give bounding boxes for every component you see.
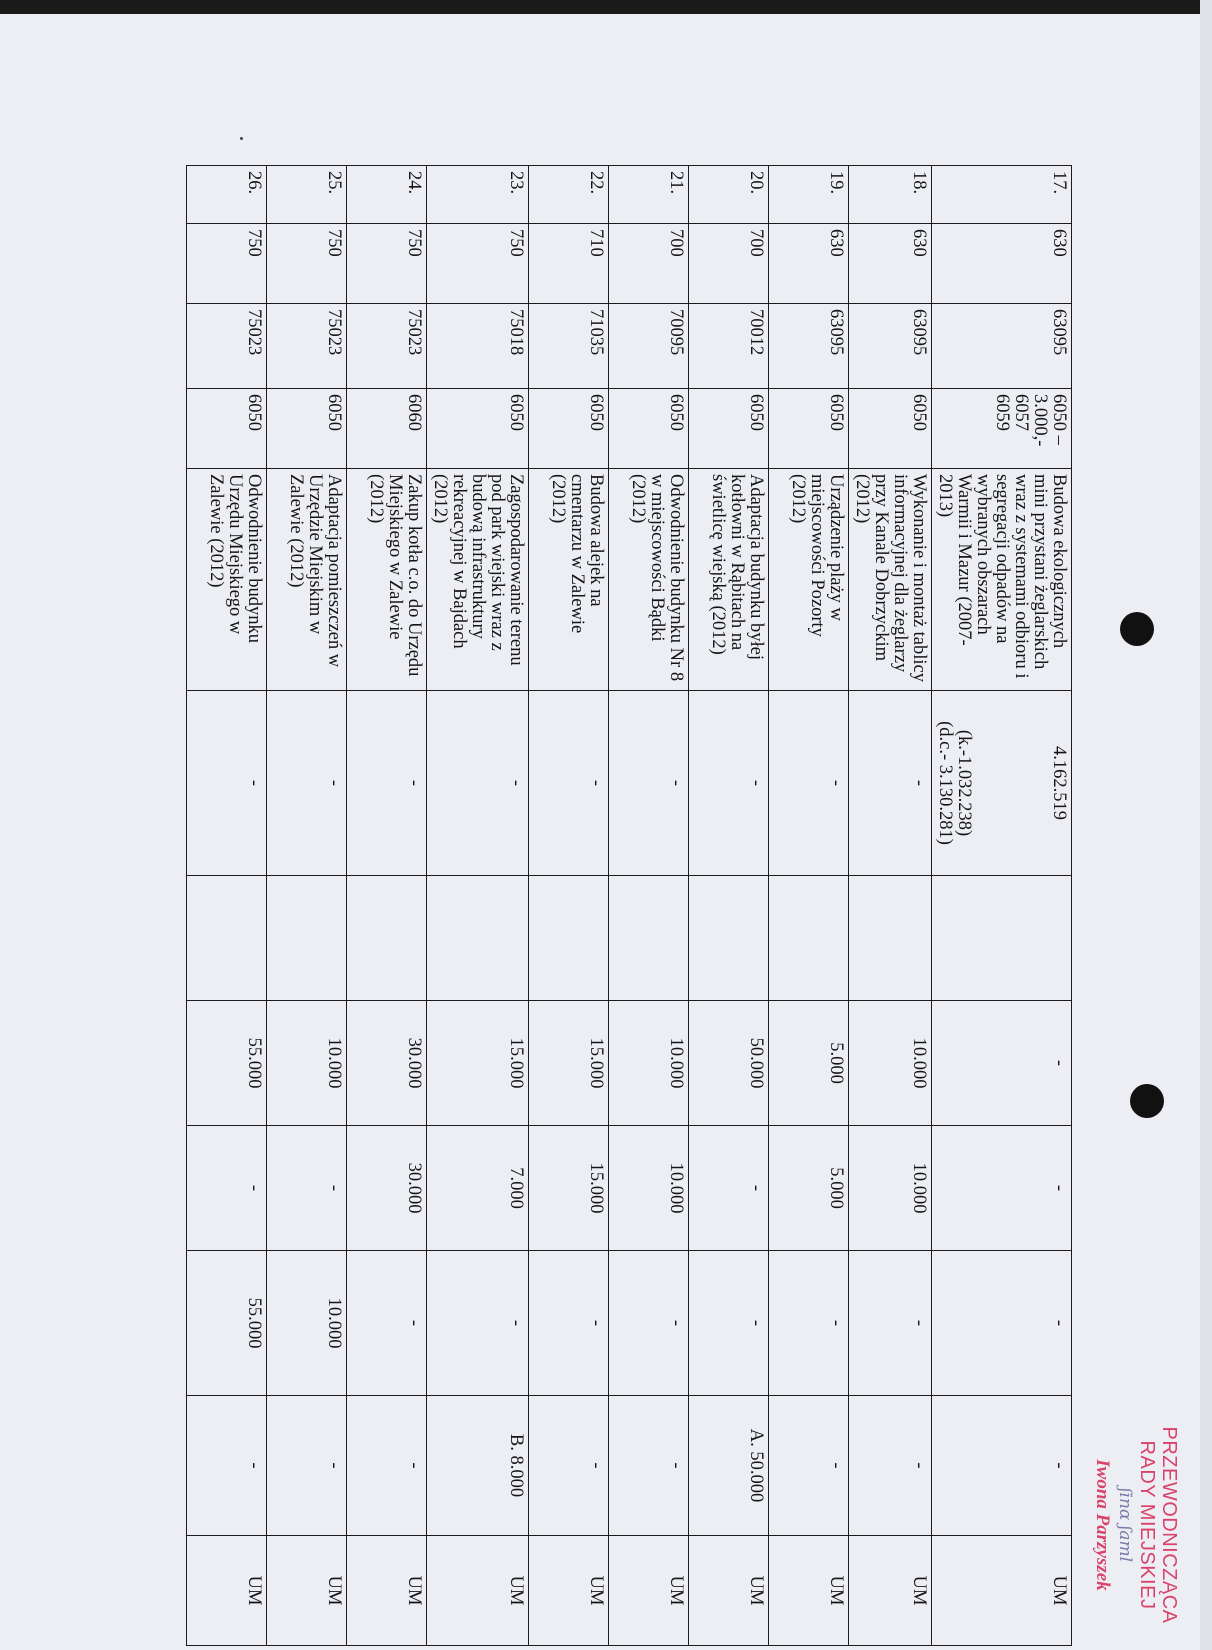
cell-lp: 23. [427,166,529,224]
cell-laczne: - [609,691,689,876]
cell-rozdzial: 75023 [267,304,347,389]
cell-jednostka: UM [267,1536,347,1646]
cell-dochody: 5.000 [769,1126,849,1251]
cell-paragraf: 6050 [427,389,529,469]
cell-nazwa: Wykonanie i montaż tablicy informacyjnej dla żeglarzy przy Kanale Dobrzyckim (2012) [849,469,932,691]
cell-blank [769,876,849,1001]
cell-jednostka: UM [932,1536,1072,1646]
cell-paragraf: 6050 [267,389,347,469]
cell-blank [609,876,689,1001]
cell-srodki: - [529,1396,609,1536]
cell-kredyty: 55.000 [187,1251,267,1396]
cell-nazwa: Odwodnienie budynku Urzędu Miejskiego w Zalewie (2012) [187,469,267,691]
cell-rok: 50.000 [689,1001,769,1126]
cell-kredyty: 10.000 [267,1251,347,1396]
cell-lp: 18. [849,166,932,224]
rotated-page [10,165,1072,1645]
table-row [769,166,849,1646]
cell-kredyty: - [609,1251,689,1396]
cell-rozdzial: 75023 [347,304,427,389]
council-chair-stamp [1030,1420,1180,1630]
stamp-title: PRZEWODNICZĄCA [1158,1426,1180,1624]
cell-jednostka: UM [529,1536,609,1646]
cell-dochody: 30.000 [347,1126,427,1251]
cell-kredyty: - [932,1251,1072,1396]
cell-paragraf: 6050 [849,389,932,469]
cell-kredyty: - [849,1251,932,1396]
punch-hole [1120,612,1154,646]
cell-srodki: A. 50.000 [689,1396,769,1536]
scan-right-edge [1200,0,1212,1650]
cell-rok: 10.000 [267,1001,347,1126]
cell-paragraf: 6050 [529,389,609,469]
cell-dzial: 750 [187,224,267,304]
cell-lp: 17. [932,166,1072,224]
cell-kredyty: - [769,1251,849,1396]
cell-blank [267,876,347,1001]
cell-laczne: - [529,691,609,876]
cell-blank [932,876,1072,1001]
cell-paragraf: 6050 – 3.000,- 6057 6059 [932,389,1072,469]
cell-dochody: - [187,1126,267,1251]
table-body [187,166,1072,1646]
cell-rok: 10.000 [609,1001,689,1126]
cell-paragraf: 6050 [609,389,689,469]
cell-rozdzial: 63095 [849,304,932,389]
cell-jednostka: UM [427,1536,529,1646]
cell-paragraf: 6050 [187,389,267,469]
cell-rozdzial: 63095 [932,304,1072,389]
cell-jednostka: UM [187,1536,267,1646]
cell-rok: - [932,1001,1072,1126]
cell-kredyty: - [689,1251,769,1396]
cell-lp: 26. [187,166,267,224]
cell-jednostka: UM [689,1536,769,1646]
cell-lp: 21. [609,166,689,224]
cell-srodki: - [267,1396,347,1536]
cell-dochody: 10.000 [849,1126,932,1251]
cell-laczne: - [347,691,427,876]
handwritten-signature: ʃinɑ ʃaml [1115,1487,1135,1563]
cell-blank [347,876,427,1001]
table-row [609,166,689,1646]
cell-jednostka: UM [347,1536,427,1646]
cell-paragraf: 6060 [347,389,427,469]
cell-rozdzial: 71035 [529,304,609,389]
punch-hole [1130,1084,1164,1118]
scan-top-border [0,0,1212,14]
cell-dzial: 750 [427,224,529,304]
cell-srodki: - [609,1396,689,1536]
cell-blank [529,876,609,1001]
cell-srodki: - [932,1396,1072,1536]
cell-laczne: - [849,691,932,876]
cell-laczne: 4.162.519 (k.-1.032.238) (d.c.- 3.130.281) [932,691,1072,876]
cell-blank [187,876,267,1001]
cell-laczne: - [267,691,347,876]
cell-dzial: 630 [932,224,1072,304]
cell-dzial: 630 [849,224,932,304]
cell-jednostka: UM [769,1536,849,1646]
cell-dochody: 10.000 [609,1126,689,1251]
cell-nazwa: Budowa ekologicznych mini przystani żeglarskich wraz z systemami odbioru i segregacji odpadów na wybranych obszarach Warmii i Mazur (2007-2013) [932,469,1072,691]
cell-srodki: B. 8.000 [427,1396,529,1536]
cell-nazwa: Odwodnienie budynku Nr 8 w miejscowości Bądki (2012) [609,469,689,691]
cell-rozdzial: 70012 [689,304,769,389]
cell-lp: 22. [529,166,609,224]
cell-dochody: 7.000 [427,1126,529,1251]
cell-nazwa: Budowa alejek na cmentarzu w Zalewie (2012) [529,469,609,691]
cell-dochody: - [267,1126,347,1251]
cell-kredyty: - [427,1251,529,1396]
table-row [849,166,932,1646]
table-row [689,166,769,1646]
cell-nazwa: Urządzenie plaży w miejscowości Pozorty (2012) [769,469,849,691]
cell-rozdzial: 63095 [769,304,849,389]
cell-rok: 10.000 [849,1001,932,1126]
table-row [267,166,347,1646]
cell-rok: 55.000 [187,1001,267,1126]
cell-dochody: - [932,1126,1072,1251]
cell-blank [427,876,529,1001]
cell-srodki: - [187,1396,267,1536]
cell-laczne: - [427,691,529,876]
cell-dzial: 700 [609,224,689,304]
cell-nazwa: Adaptacja pomieszczeń w Urzędzie Miejskim w Zalewie (2012) [267,469,347,691]
cell-dzial: 750 [267,224,347,304]
scan-speck [240,137,243,140]
cell-jednostka: UM [609,1536,689,1646]
cell-rozdzial: 70095 [609,304,689,389]
cell-dzial: 700 [689,224,769,304]
cell-rok: 30.000 [347,1001,427,1126]
cell-dzial: 710 [529,224,609,304]
cell-rozdzial: 75018 [427,304,529,389]
cell-lp: 24. [347,166,427,224]
cell-laczne: - [187,691,267,876]
cell-rok: 15.000 [427,1001,529,1126]
stamp-subtitle: RADY MIEJSKIEJ [1136,1440,1158,1610]
cell-kredyty: - [529,1251,609,1396]
table-row [427,166,529,1646]
cell-lp: 19. [769,166,849,224]
cell-jednostka: UM [849,1536,932,1646]
cell-paragraf: 6050 [689,389,769,469]
cell-srodki: - [347,1396,427,1536]
cell-paragraf: 6050 [769,389,849,469]
cell-nazwa: Zakup kotła c.o. do Urzędu Miejskiego w Zalewie (2012) [347,469,427,691]
cell-srodki: - [769,1396,849,1536]
cell-rok: 15.000 [529,1001,609,1126]
cell-blank [689,876,769,1001]
cell-laczne: - [689,691,769,876]
cell-laczne: - [769,691,849,876]
cell-dochody: 15.000 [529,1126,609,1251]
stamp-name: Iwona Parzyszek [1092,1459,1113,1591]
cell-dochody: - [689,1126,769,1251]
cell-nazwa: Adaptacja budynku byłej kotłowni w Rąbitach na świetlicę wiejską (2012) [689,469,769,691]
cell-nazwa: Zagospodarowanie terenu pod park wiejski wraz z budową infrastruktury rekreacyjnej w Bajdach (2012) [427,469,529,691]
investment-table [186,165,1072,1646]
cell-srodki: - [849,1396,932,1536]
cell-blank [849,876,932,1001]
cell-rozdzial: 75023 [187,304,267,389]
cell-rok: 5.000 [769,1001,849,1126]
cell-kredyty: - [347,1251,427,1396]
table-row [187,166,267,1646]
table-row [347,166,427,1646]
cell-lp: 20. [689,166,769,224]
cell-dzial: 630 [769,224,849,304]
cell-lp: 25. [267,166,347,224]
cell-dzial: 750 [347,224,427,304]
table-row [529,166,609,1646]
